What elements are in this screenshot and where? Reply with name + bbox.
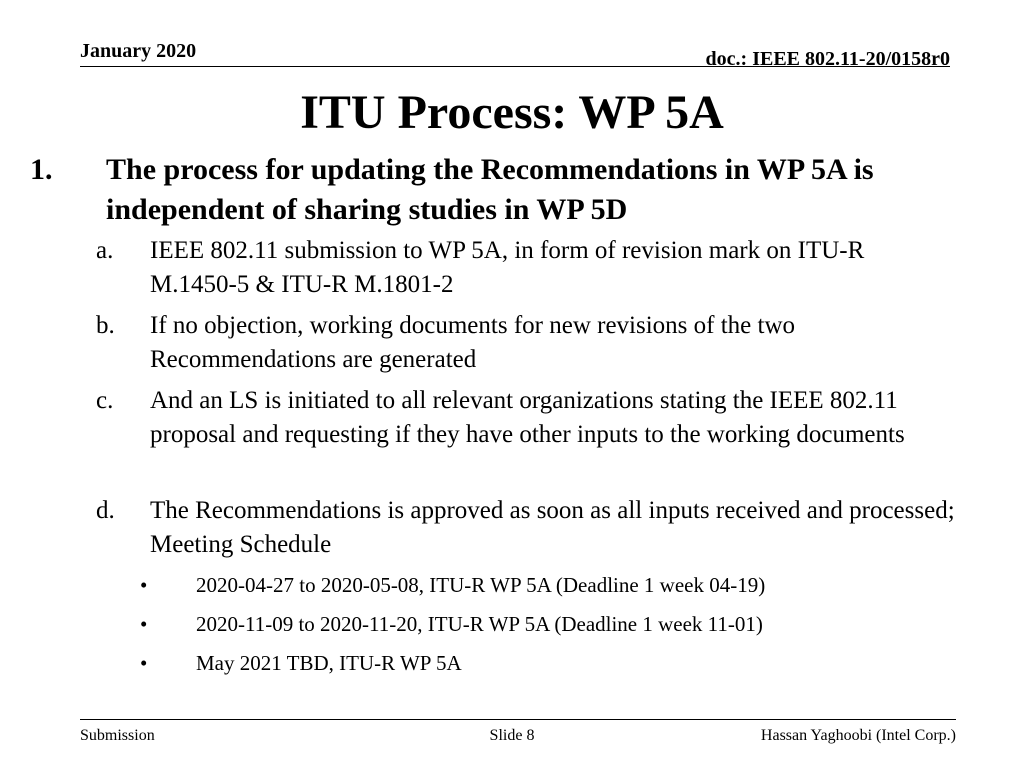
schedule-item bbox=[140, 648, 940, 678]
footer-submission: Submission bbox=[80, 727, 155, 744]
subpoint-c bbox=[96, 384, 956, 452]
header-divider bbox=[80, 66, 950, 67]
subpoint-d bbox=[96, 494, 956, 562]
subpoint-label: b. bbox=[96, 312, 115, 339]
footer-author: Hassan Yaghoobi (Intel Corp.) bbox=[760, 727, 956, 744]
subpoint-text: And an LS is initiated to all relevant organizations stating the IEEE 802.11 proposal and requesting if they have other inputs to the working documents bbox=[150, 387, 905, 448]
header-doc-id: doc.: IEEE 802.11-20/0158r0 bbox=[705, 48, 950, 70]
subpoint-text: IEEE 802.11 submission to WP 5A, in form of revision mark on ITU-R M.1450-5 & ITU-R M.1801-2 bbox=[150, 237, 865, 298]
main-point-number: 1. bbox=[30, 153, 53, 186]
schedule-item-text: May 2021 TBD, ITU-R WP 5A bbox=[196, 651, 462, 675]
schedule-item-text: 2020-11-09 to 2020-11-20, ITU-R WP 5A (Deadline 1 week 11-01) bbox=[196, 612, 763, 636]
subpoint-label: a. bbox=[96, 237, 114, 264]
subpoint-label: c. bbox=[96, 387, 114, 414]
bullet-icon: • bbox=[140, 573, 148, 597]
schedule-item bbox=[140, 609, 940, 639]
footer-divider bbox=[80, 719, 956, 720]
subpoint-label: d. bbox=[96, 497, 115, 524]
subpoint-a bbox=[96, 234, 956, 302]
subpoint-text: If no objection, working documents for new revisions of the two Recommendations are generated bbox=[150, 312, 796, 373]
schedule-item bbox=[140, 570, 940, 600]
bullet-icon: • bbox=[140, 612, 148, 636]
subpoint-b bbox=[96, 309, 956, 377]
slide-title: ITU Process: WP 5A bbox=[300, 86, 724, 139]
footer-slide-number: Slide 8 bbox=[489, 727, 535, 744]
schedule-item-text: 2020-04-27 to 2020-05-08, ITU-R WP 5A (Deadline 1 week 04-19) bbox=[196, 573, 766, 597]
main-point-text: The process for updating the Recommendations in WP 5A is independent of sharing studies in WP 5D bbox=[106, 153, 874, 226]
subpoint-text: The Recommendations is approved as soon as all inputs received and processed; Meeting Schedule bbox=[150, 497, 955, 558]
header-date: January 2020 bbox=[80, 40, 197, 62]
bullet-icon: • bbox=[140, 651, 148, 675]
main-point bbox=[30, 150, 960, 230]
